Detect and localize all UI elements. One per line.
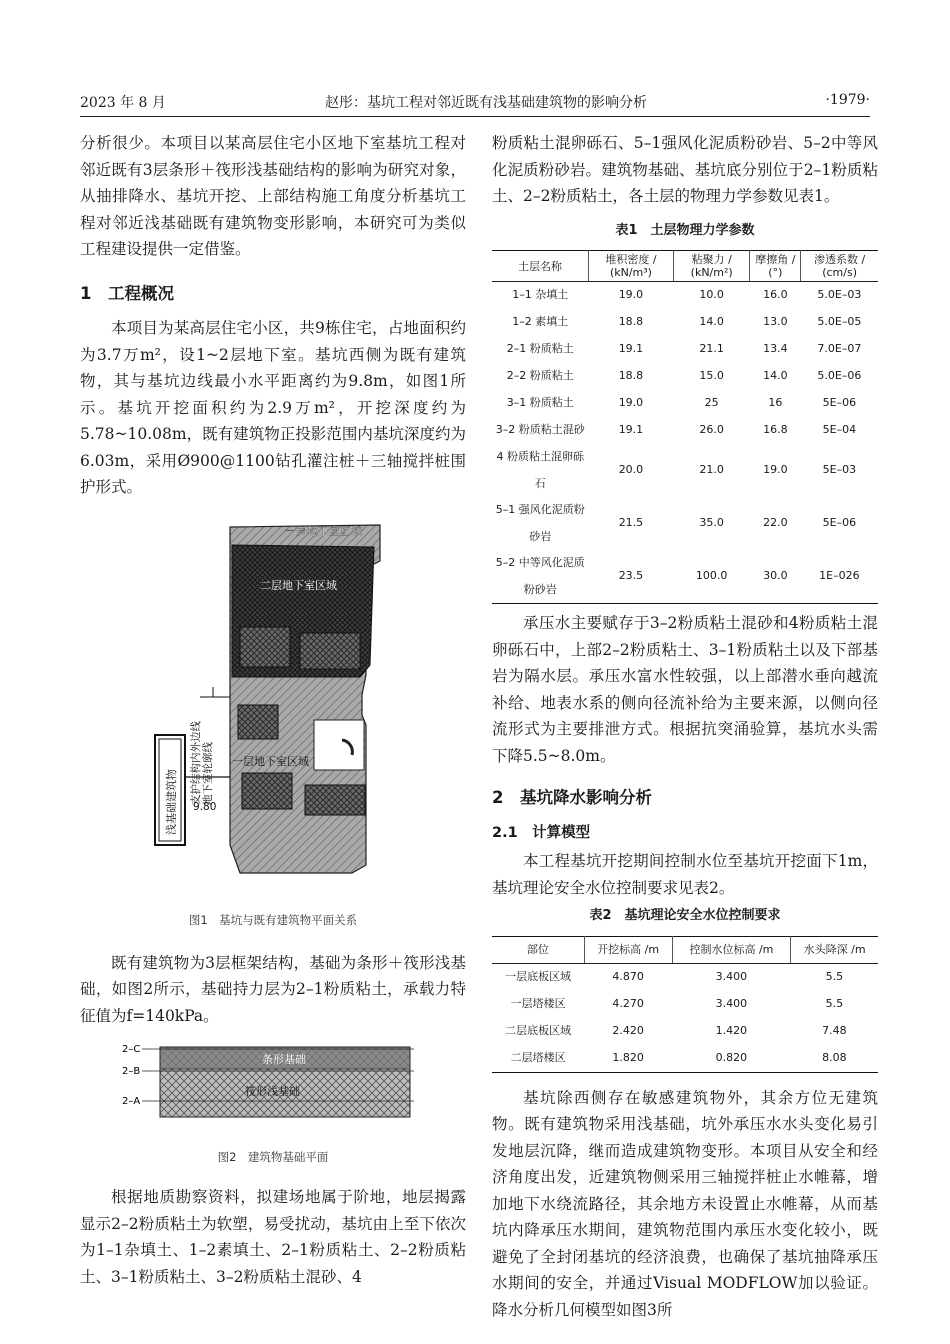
table-1-cell: 5E–03 bbox=[822, 463, 857, 477]
table-2-cell: 2.420 bbox=[612, 1023, 644, 1037]
table-2-header-cell: 部位 bbox=[492, 936, 584, 963]
table-1-cell: 13.4 bbox=[763, 342, 788, 356]
table-1-cell: 5.0E–03 bbox=[817, 288, 862, 302]
table-1-cell: 1–2 素填土 bbox=[512, 315, 569, 329]
geology-paragraph: 根据地质勘察资料，拟建场地属于阶地，地层揭露显示2–2粉质粘土为软塑，易受扰动，基坑由上至下依次为1–1杂填土、1–2素填土、2–1粉质粘土、2–2粉质粘土、3–1粉质粘土、3–2粉质粘土混砂、4 bbox=[80, 1188, 466, 1286]
table-1-cell: 2–1 粉质粘土 bbox=[506, 342, 574, 356]
table-1-cell: 21.1 bbox=[699, 342, 724, 356]
table-1-row bbox=[492, 497, 878, 550]
table-1-cell: 14.0 bbox=[763, 369, 788, 383]
table-2-cell: 8.08 bbox=[791, 1045, 878, 1073]
table-1-header-cell: 粘聚力 / (kN/m²) bbox=[673, 251, 750, 282]
table-1-cell: 20.0 bbox=[618, 463, 644, 477]
table-1-cell: 25 bbox=[704, 396, 719, 410]
dimension-value: 9.80 bbox=[193, 800, 217, 813]
table-1-row bbox=[492, 309, 878, 336]
table-2-row bbox=[492, 1018, 878, 1045]
table-1-cell: 5–2 中等风化泥质粉砂岩 bbox=[492, 550, 588, 604]
label-support-line: 支护结构内外边线 bbox=[190, 720, 202, 805]
label-one-level-top: 一层地下室区域 bbox=[285, 524, 362, 538]
table-1-header-cell: 土层名称 bbox=[492, 251, 588, 282]
table-1-row bbox=[492, 550, 878, 604]
table-1-cell: 35.0 bbox=[699, 516, 724, 530]
table-1-cell: 16 bbox=[768, 396, 783, 410]
table-2-cell: 1.820 bbox=[584, 1045, 672, 1073]
table-1-cell: 5.0E–06 bbox=[817, 369, 862, 383]
table-1-cell: 5E–06 bbox=[822, 396, 857, 410]
table-1-cell: 18.8 bbox=[618, 369, 644, 383]
table-1-cell: 30.0 bbox=[750, 550, 801, 604]
table-1-row bbox=[492, 390, 878, 417]
table-2-cell: 3.400 bbox=[715, 996, 748, 1010]
table-2-header-row bbox=[492, 936, 878, 963]
figure-2 bbox=[80, 1041, 466, 1170]
table-2-cell: 4.270 bbox=[612, 996, 644, 1010]
table-1-cell: 19.0 bbox=[618, 288, 644, 302]
table-2-cell: 1.420 bbox=[715, 1023, 748, 1037]
table-1-cell: 19.1 bbox=[618, 342, 644, 356]
section-1-paragraph: 本项目为某高层住宅小区，共9栋住宅，占地面积约为3.7万m²，设1~2层地下室。基坑西侧为既有建筑物，其与基坑边线最小水平距离约为9.8m，如图1所示。基坑开挖面积约为2.9万m²，开挖深度约为5.78~10.08m，既有建筑物正投影范围内基坑深度约为6.03m，采用Ø900@1100钻孔灌注桩＋三轴搅拌桩围护形式。 bbox=[80, 319, 466, 496]
model-paragraph: 本工程基坑开挖期间控制水位至基坑开挖面下1m，基坑理论安全水位控制要求见表2。 bbox=[492, 852, 878, 897]
table-1-cell: 23.5 bbox=[588, 550, 673, 604]
table-2-cell: 5.5 bbox=[825, 996, 844, 1010]
table-1-soil-parameters bbox=[492, 250, 878, 604]
table-1-cell: 5–1 强风化泥质粉砂岩 bbox=[495, 503, 585, 543]
axis-2a: 2–A bbox=[122, 1096, 141, 1107]
table-2-cell: 一层底板区域 bbox=[505, 969, 572, 983]
table-2-cell: 3.400 bbox=[715, 969, 748, 983]
dewatering-paragraph: 基坑除西侧存在敏感建筑物外，其余方位无建筑物。既有建筑物采用浅基础，坑外承压水水头变化易引发地层沉降，继而造成建筑物变形。本项目从安全和经济角度出发，近建筑物侧采用三轴搅拌桩止水帷幕，增加地下水绕流路径，其余地方未设置止水帷幕，从而基坑内降承压水期间，建筑物范围内承压水变化较小，既避免了全封闭基坑的经济浪费，也确保了基坑抽降承压水期间的安全，并通过Visual MODFLOW加以验证。降水分析几何模型如图3所 bbox=[492, 1088, 878, 1319]
table-1-caption: 表1 土层物理力学参数 bbox=[615, 222, 755, 238]
table-2-water-level bbox=[492, 936, 878, 1073]
table-1-cell: 1E–026 bbox=[801, 550, 878, 604]
table-1-header-cell: 摩擦角 / (°) bbox=[750, 251, 801, 282]
table-2-cell: 二层塔楼区 bbox=[492, 1045, 584, 1073]
table-1-cell: 21.5 bbox=[618, 516, 644, 530]
label-strip-foundation: 条形基础 bbox=[262, 1053, 306, 1066]
table-1-cell: 19.0 bbox=[763, 463, 788, 477]
table-2-row bbox=[492, 991, 878, 1018]
table-1-cell: 16.0 bbox=[763, 288, 788, 302]
label-two-level: 二层地下室区域 bbox=[260, 578, 337, 592]
table-1-cell: 16.8 bbox=[763, 423, 788, 437]
table-1-header-row bbox=[492, 251, 878, 282]
table-2-header-cell: 控制水位标高 /m bbox=[672, 936, 791, 963]
table-2-row bbox=[492, 963, 878, 991]
table-1-header-cell: 堆积密度 / (kN/m³) bbox=[588, 251, 673, 282]
intro-paragraph: 分析很少。本项目以某高层住宅小区地下室基坑工程对邻近既有3层条形＋筏形浅基础结构的影响为研究对象，从抽排降水、基坑开挖、上部结构施工角度分析基坑工程对邻近浅基础既有建筑物变形影响，本研究可为类似工程建设提供一定借鉴。 bbox=[80, 134, 466, 258]
table-1-row bbox=[492, 282, 878, 310]
table-2-cell: 0.820 bbox=[672, 1045, 791, 1073]
running-header bbox=[80, 88, 870, 117]
table-1-row bbox=[492, 417, 878, 444]
label-one-level-bottom: 一层地下室区域 bbox=[232, 754, 309, 768]
table-1-cell: 26.0 bbox=[699, 423, 724, 437]
uncovered-notch bbox=[314, 720, 364, 770]
table-2-cell: 一层塔楼区 bbox=[510, 996, 566, 1010]
table-1-cell: 1–1 杂填土 bbox=[512, 288, 569, 302]
table-1-cell: 13.0 bbox=[763, 315, 788, 329]
figure-2-foundation-plan bbox=[80, 1041, 466, 1131]
table-2-header-cell: 开挖标高 /m bbox=[584, 936, 672, 963]
strata-paragraph: 粉质粘土混卵砾石、5–1强风化泥质粉砂岩、5–2中等风化泥质粉砂岩。建筑物基础、基坑底分别位于2–1粉质粘土、2–2粉质粘土，各土层的物理力学参数见表1。 bbox=[492, 134, 878, 205]
table-2-cell: 5.5 bbox=[825, 969, 844, 983]
table-1-cell: 22.0 bbox=[763, 516, 788, 530]
table-2-header-cell: 水头降深 /m bbox=[791, 936, 878, 963]
table-1-cell: 3–1 粉质粘土 bbox=[506, 396, 574, 410]
table-1-row bbox=[492, 363, 878, 390]
table-1-cell: 2–2 粉质粘土 bbox=[506, 369, 574, 383]
table-1-cell: 15.0 bbox=[699, 369, 724, 383]
table-1-cell: 10.0 bbox=[699, 288, 724, 302]
table-1-cell: 19.0 bbox=[618, 396, 644, 410]
table-1-cell: 5E–04 bbox=[822, 423, 857, 437]
right-column bbox=[492, 130, 878, 1323]
table-2-cell: 4.870 bbox=[612, 969, 644, 983]
table-2-caption: 表2 基坑理论安全水位控制要求 bbox=[589, 908, 781, 923]
label-building: 浅基础建筑物 bbox=[165, 768, 178, 835]
table-1-cell: 5.0E–05 bbox=[817, 315, 862, 329]
table-1-cell: 3–2 粉质粘土混砂 bbox=[495, 423, 585, 437]
table-1-row bbox=[492, 336, 878, 363]
table-2-cell: 7.48 bbox=[822, 1023, 847, 1037]
axis-2c: 2–C bbox=[122, 1044, 141, 1055]
section-2-1-heading: 2.1 计算模型 bbox=[492, 824, 591, 841]
table-1-cell: 21.0 bbox=[699, 463, 724, 477]
figure-2-caption: 图2 建筑物基础平面 bbox=[217, 1149, 329, 1164]
figure-1-site-plan bbox=[80, 515, 466, 895]
table-1-header-cell: 渗透系数 / (cm/s) bbox=[801, 251, 878, 282]
groundwater-paragraph: 承压水主要赋存于3–2粉质粘土混砂和4粉质粘土混卵砾石中，上部2–2粉质粘土、3–1粉质粘土以及下部基岩为隔水层。承压水富水性较强，以上部潜水垂向越流补给、地表水系的侧向径流补给为主要来源，以侧向径流形式为主要排泄方式。根据抗突涌验算，基坑水头需下降5.5~8.0m。 bbox=[492, 614, 878, 765]
figure-1-caption: 图1 基坑与既有建筑物平面关系 bbox=[188, 913, 358, 927]
table-1-row bbox=[492, 444, 878, 497]
table-1-cell: 14.0 bbox=[699, 315, 724, 329]
table-1-cell: 100.0 bbox=[673, 550, 750, 604]
section-2-heading: 2 基坑降水影响分析 bbox=[492, 788, 652, 807]
table-1-cell: 18.8 bbox=[618, 315, 644, 329]
section-1-heading: 1 工程概况 bbox=[80, 283, 174, 303]
building-paragraph: 既有建筑物为3层框架结构，基础为条形＋筏形浅基础，如图2所示，基础持力层为2–1粉质粘土，承载力特征值为f=140kPa。 bbox=[80, 953, 466, 1025]
label-raft-foundation: 筏形浅基础 bbox=[245, 1085, 300, 1098]
label-outline-line: 地下室轮廓线 bbox=[202, 741, 214, 805]
figure-1 bbox=[80, 515, 466, 934]
header-date: 2023 年 8 月 bbox=[80, 95, 166, 111]
header-title: 赵彤：基坑工程对邻近既有浅基础建筑物的影响分析 bbox=[325, 95, 647, 111]
table-2-row bbox=[492, 1045, 878, 1073]
table-1-cell: 4 粉质粘土混卵砾石 bbox=[496, 450, 584, 490]
table-1-cell: 5E–06 bbox=[822, 516, 857, 530]
table-2-cell: 二层底板区域 bbox=[505, 1023, 572, 1037]
left-column bbox=[80, 130, 466, 1290]
axis-2b: 2–B bbox=[122, 1066, 141, 1077]
header-page-number: ·1979· bbox=[825, 92, 870, 108]
table-1-cell: 19.1 bbox=[618, 423, 644, 437]
table-1-cell: 7.0E–07 bbox=[817, 342, 862, 356]
